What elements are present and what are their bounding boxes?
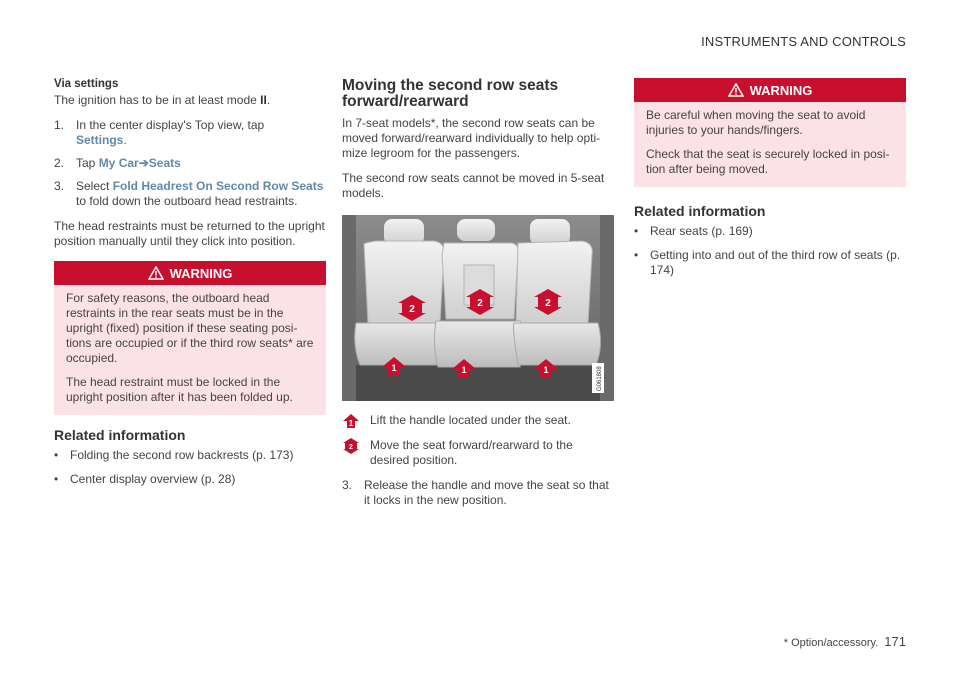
warning-text-2: Check that the seat is securely locked in posi- tion after being moved. xyxy=(646,147,890,176)
related-list xyxy=(54,448,326,487)
option-footnote: * Option/accessory. xyxy=(783,637,879,649)
related-text: Getting into and out of the third row of seats (p. 174) xyxy=(650,248,901,277)
column-3 xyxy=(634,78,906,287)
page-footer xyxy=(784,634,906,649)
warning-box-hands xyxy=(634,78,906,187)
page-header: INSTRUMENTS AND CONTROLS xyxy=(701,34,906,49)
related-link-third-row[interactable] xyxy=(634,248,906,278)
bullet-icon: • xyxy=(54,448,59,462)
related-list xyxy=(634,224,906,278)
bullet-icon: • xyxy=(634,248,639,262)
step-number: 3. xyxy=(54,179,65,193)
bullet-icon: • xyxy=(54,472,59,486)
figure-code: G061808 xyxy=(597,366,603,391)
callout-1-icon xyxy=(342,413,360,429)
svg-text:1: 1 xyxy=(391,363,397,373)
svg-text:2: 2 xyxy=(477,298,483,309)
five-seat-paragraph: The second row seats cannot be moved in 5-seat models. xyxy=(342,171,605,200)
step-1 xyxy=(54,118,326,148)
related-text: Folding the second row backrests (p. 173) xyxy=(70,448,294,462)
warning-header xyxy=(54,261,326,285)
column-2 xyxy=(342,78,614,518)
warning-text-1: Be careful when moving the seat to avoid injuries to your hands/fingers. xyxy=(646,108,866,137)
related-info-heading: Related information xyxy=(54,427,186,443)
legend-text: Move the seat forward/rearward to the desired position. xyxy=(370,438,573,467)
related-text: Center display overview (p. 28) xyxy=(70,472,236,486)
intro-text: The ignition has to be in at least mode xyxy=(54,93,261,107)
intro-period: . xyxy=(266,93,271,107)
figure-legend xyxy=(342,413,614,468)
ignition-intro xyxy=(54,93,326,108)
svg-text:1: 1 xyxy=(461,365,467,375)
second-row-seats-image xyxy=(342,215,614,401)
callout-2-icon xyxy=(342,438,360,454)
related-text: Rear seats (p. 169) xyxy=(650,224,753,238)
warning-text-1: For safety reasons, the outboard head restraints in the rear seats must be in the upright (fixed) position if these seating posi- tions are occupied or if the third row seats* are occupied. xyxy=(66,291,314,365)
warning-triangle-icon xyxy=(148,266,164,280)
warning-triangle-icon xyxy=(728,83,744,97)
fold-headrest-keyword: Fold Headrest On Second Row Seats xyxy=(112,179,324,193)
arrow-right-icon: ➔ xyxy=(138,156,149,170)
warning-box-headrest xyxy=(54,261,326,415)
subheading-via-settings: Via settings xyxy=(54,78,119,90)
step-post: to fold down the outboard head restraints. xyxy=(76,194,298,208)
head-restraint-note: The head restraints must be returned to the upright position manually until they click into position. xyxy=(54,219,325,248)
step-2 xyxy=(54,156,326,171)
settings-keyword: Settings xyxy=(76,133,124,147)
svg-text:2: 2 xyxy=(349,444,353,451)
step-text: In the center display's Top view, tap xyxy=(76,118,265,132)
related-link-rear-seats[interactable] xyxy=(634,224,906,239)
settings-steps xyxy=(54,118,326,209)
ignition-mode: II xyxy=(260,93,267,107)
svg-text:1: 1 xyxy=(348,419,354,428)
my-car-keyword: My Car xyxy=(98,156,139,170)
warning-body xyxy=(54,285,326,415)
related-info-heading: Related information xyxy=(634,203,766,219)
page-number: 171 xyxy=(884,634,906,649)
seat-illustration xyxy=(342,215,614,401)
warning-text-2: The head restraint must be locked in the upright position after it has been folded up. xyxy=(66,375,293,404)
warning-title: WARNING xyxy=(749,82,813,98)
step-release-handle xyxy=(342,478,614,508)
svg-text:1: 1 xyxy=(543,365,549,375)
svg-text:2: 2 xyxy=(409,304,415,315)
bullet-icon: • xyxy=(634,224,639,238)
step-number: 1. xyxy=(54,118,65,132)
seats-keyword: Seats xyxy=(148,156,181,170)
related-link-folding-backrests[interactable] xyxy=(54,448,326,463)
section-title: Moving the second row seats forward/rearward xyxy=(342,77,559,110)
svg-text:2: 2 xyxy=(545,298,551,309)
related-link-center-display[interactable] xyxy=(54,472,326,487)
legend-item-1 xyxy=(342,413,614,428)
step-text: Release the handle and move the seat so that it locks in the new position. xyxy=(364,478,609,507)
column-1 xyxy=(54,78,326,496)
legend-text: Lift the handle located under the seat. xyxy=(370,413,571,427)
step-number: 2. xyxy=(54,156,65,170)
legend-item-2 xyxy=(342,438,614,468)
step-text: Tap xyxy=(76,156,99,170)
step-list-3 xyxy=(342,478,614,508)
warning-body xyxy=(634,102,906,187)
seven-seat-paragraph: In 7-seat models*, the second row seats can be moved forward/rearward individually to help opti- mize legroom for the passengers. xyxy=(342,116,601,160)
step-number: 3. xyxy=(342,478,353,492)
step-text: Select xyxy=(76,179,113,193)
warning-header xyxy=(634,78,906,102)
step-3 xyxy=(54,179,326,209)
step-post: . xyxy=(123,133,127,147)
warning-title: WARNING xyxy=(169,265,233,281)
